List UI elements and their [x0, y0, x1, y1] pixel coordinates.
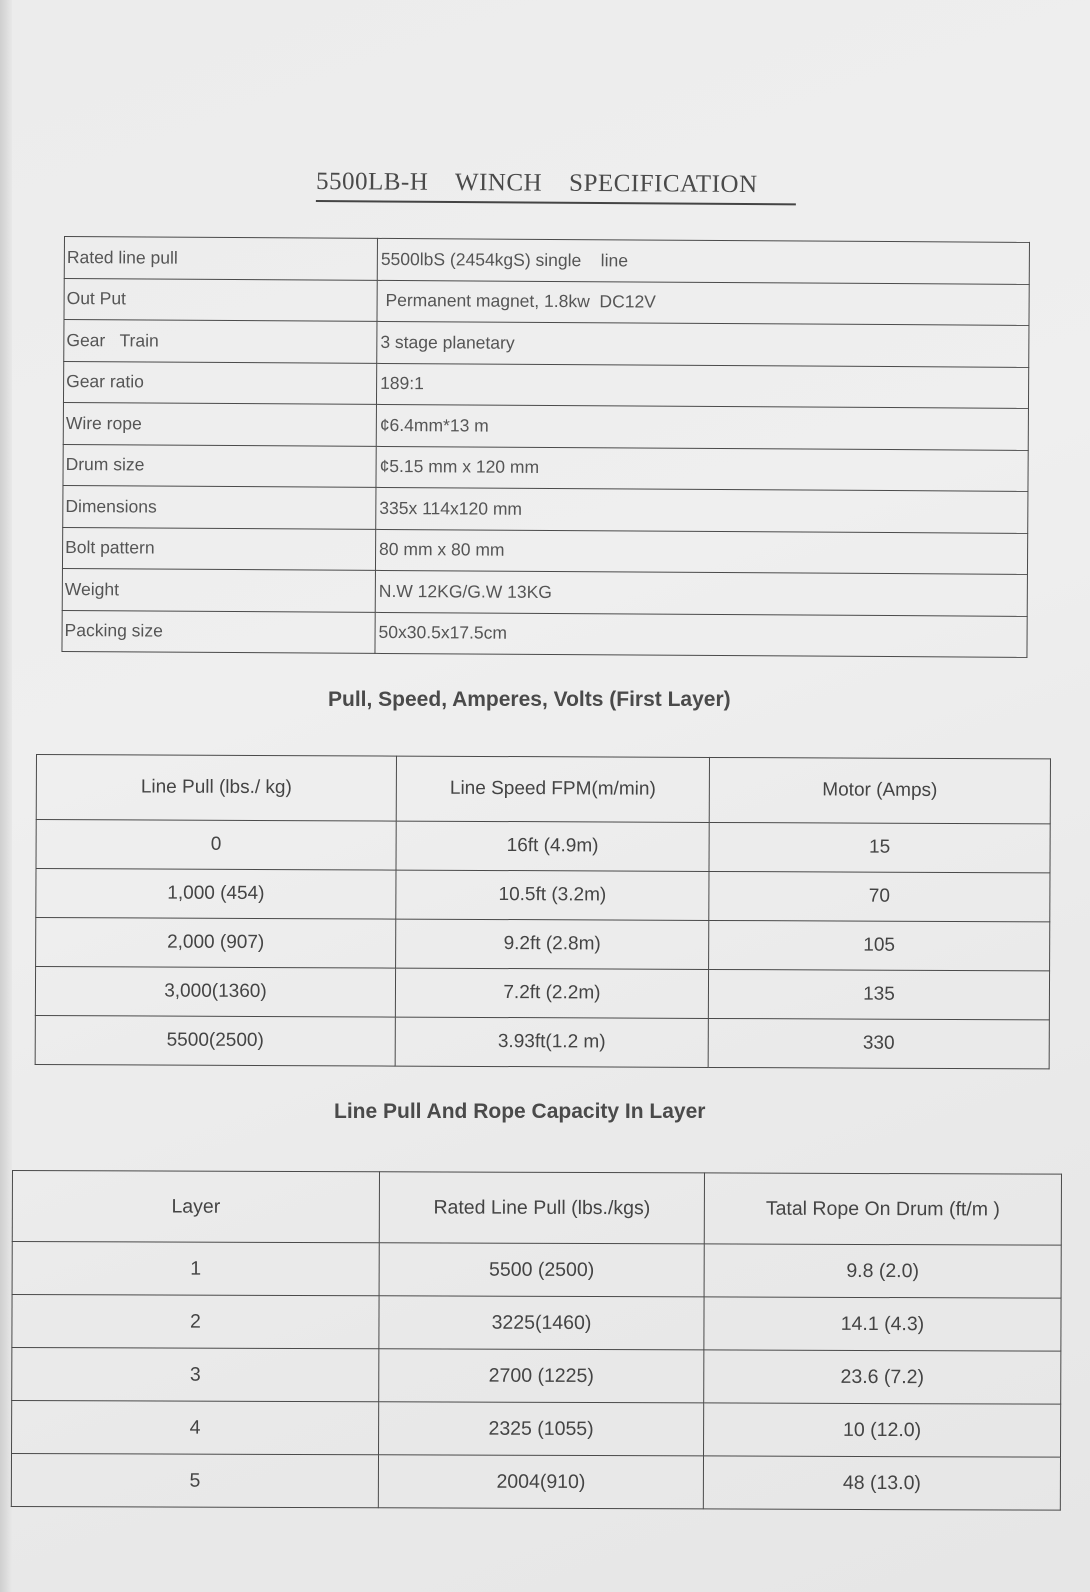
column-header-line-pull: Line Pull (lbs./ kg): [36, 755, 396, 822]
spec-value: 189:1: [376, 363, 1028, 408]
table-row: [36, 918, 1050, 971]
spec-label: Packing size: [62, 610, 375, 653]
cell-line-pull: 0: [36, 820, 396, 871]
spec-row: [64, 278, 1029, 325]
spec-row: [62, 568, 1027, 615]
cell-rated-line-pull: 2700 (1225): [379, 1349, 704, 1403]
table-row: [35, 967, 1049, 1020]
cell-layer: 3: [12, 1348, 379, 1402]
spec-label: Rated line pull: [64, 237, 377, 280]
cell-motor-amps: 105: [709, 920, 1050, 970]
spec-row: [62, 610, 1027, 657]
cell-line-pull: 5500(2500): [35, 1015, 395, 1066]
cell-line-speed: 7.2ft (2.2m): [395, 968, 708, 1018]
cell-layer: 4: [12, 1401, 379, 1455]
column-header-layer: Layer: [12, 1171, 379, 1243]
cell-total-rope: 14.1 (4.3): [704, 1297, 1061, 1351]
cell-rated-line-pull: 5500 (2500): [379, 1243, 704, 1297]
cell-total-rope: 9.8 (2.0): [704, 1244, 1061, 1298]
spec-value: 80 mm x 80 mm: [375, 529, 1027, 574]
spec-value: 3 stage planetary: [377, 321, 1029, 366]
cell-layer: 5: [11, 1454, 378, 1508]
spec-label: Dimensions: [63, 485, 376, 528]
table-row: [36, 820, 1050, 873]
spec-label: Weight: [62, 568, 375, 611]
cell-line-pull: 1,000 (454): [36, 869, 396, 920]
layer-capacity-table: [11, 1170, 1062, 1511]
spec-row: [63, 361, 1028, 408]
table-row: [12, 1348, 1061, 1405]
spec-value: 335x 114x120 mm: [376, 487, 1028, 532]
column-header-line-speed: Line Speed FPM(m/min): [396, 756, 709, 822]
spec-value: N.W 12KG/G.W 13KG: [375, 570, 1027, 615]
spec-label: Drum size: [63, 444, 376, 487]
spec-row: [63, 444, 1028, 491]
spec-row: [63, 402, 1028, 449]
cell-motor-amps: 330: [708, 1018, 1049, 1068]
cell-rated-line-pull: 2004(910): [378, 1455, 703, 1509]
spec-label: Out Put: [64, 278, 377, 321]
table-header-row: [12, 1171, 1061, 1246]
spec-label: Wire rope: [63, 402, 376, 445]
performance-section-title: Pull, Speed, Amperes, Volts (First Layer): [328, 688, 731, 711]
table-row: [35, 1015, 1049, 1068]
table-row: [12, 1295, 1061, 1352]
column-header-motor-amps: Motor (Amps): [709, 757, 1050, 823]
cell-total-rope: 10 (12.0): [704, 1403, 1061, 1457]
spec-value: Permanent magnet, 1.8kw DC12V: [377, 280, 1029, 325]
spec-label: Gear ratio: [63, 361, 376, 404]
cell-rated-line-pull: 3225(1460): [379, 1296, 704, 1350]
cell-motor-amps: 15: [709, 822, 1050, 872]
cell-total-rope: 48 (13.0): [703, 1456, 1060, 1510]
spec-value: ¢6.4mm*13 m: [376, 404, 1028, 449]
spec-label: Gear Train: [64, 320, 377, 363]
table-row: [11, 1454, 1060, 1511]
cell-line-pull: 2,000 (907): [36, 918, 396, 969]
table-header-row: [36, 755, 1050, 824]
specification-table: [61, 236, 1030, 658]
spec-value: 5500lbS (2454kgS) single line: [377, 238, 1029, 283]
spec-row: [62, 527, 1027, 574]
cell-motor-amps: 135: [708, 969, 1049, 1019]
spec-value: ¢5.15 mm x 120 mm: [376, 446, 1028, 491]
spec-value: 50x30.5x17.5cm: [375, 612, 1027, 657]
spec-label: Bolt pattern: [62, 527, 375, 570]
spec-row: [64, 320, 1029, 367]
table-row: [12, 1401, 1061, 1458]
cell-layer: 1: [12, 1242, 379, 1296]
spec-row: [64, 237, 1029, 284]
cell-line-speed: 10.5ft (3.2m): [396, 870, 709, 920]
spec-row: [63, 485, 1028, 532]
column-header-rated-line-pull: Rated Line Pull (lbs./kgs): [379, 1172, 704, 1244]
cell-motor-amps: 70: [709, 871, 1050, 921]
performance-table: [35, 754, 1051, 1069]
cell-line-speed: 9.2ft (2.8m): [396, 919, 709, 969]
cell-total-rope: 23.6 (7.2): [704, 1350, 1061, 1404]
paper-edge-shadow: [0, 0, 12, 1592]
cell-layer: 2: [12, 1295, 379, 1349]
cell-line-speed: 3.93ft(1.2 m): [395, 1017, 708, 1067]
table-row: [12, 1242, 1061, 1299]
cell-line-pull: 3,000(1360): [35, 967, 395, 1018]
cell-rated-line-pull: 2325 (1055): [379, 1402, 704, 1456]
table-row: [36, 869, 1050, 922]
document-title: 5500LB-H WINCH SPECIFICATION: [316, 168, 796, 205]
cell-line-speed: 16ft (4.9m): [396, 821, 709, 871]
column-header-total-rope: Tatal Rope On Drum (ft/m ): [704, 1173, 1061, 1245]
layer-section-title: Line Pull And Rope Capacity In Layer: [334, 1100, 706, 1123]
